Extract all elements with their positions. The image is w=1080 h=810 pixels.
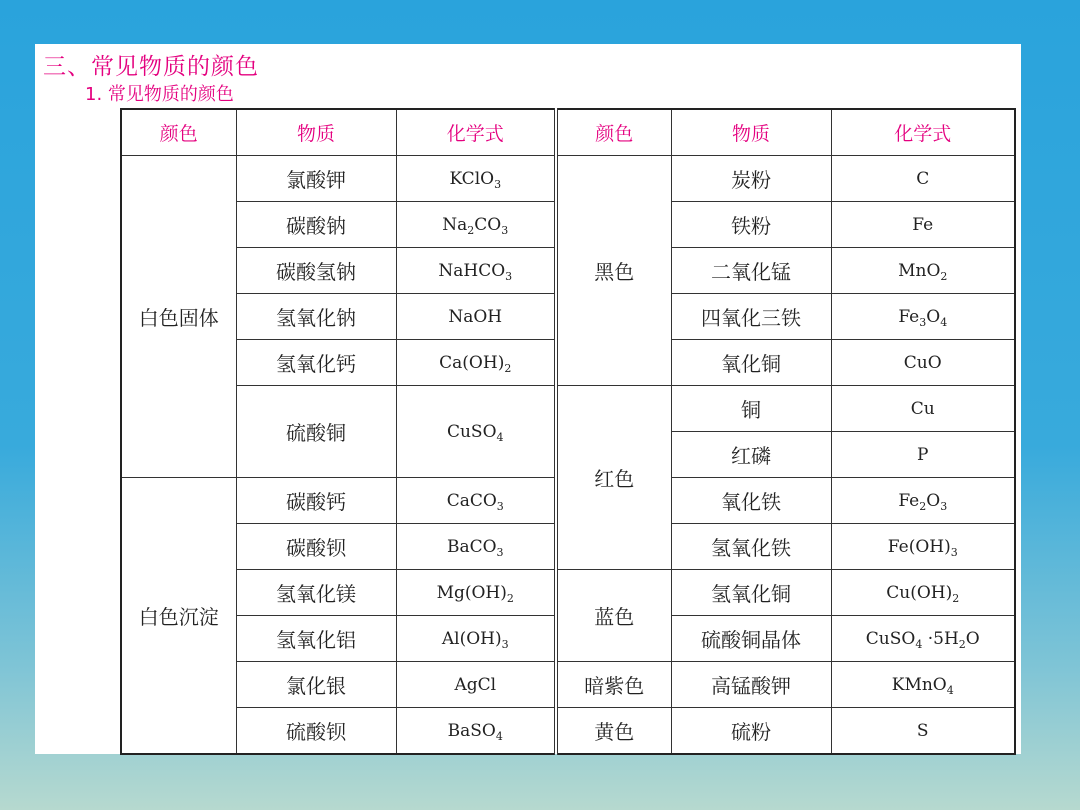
formula-cell: CuSO$_4$ $\cdot 5H_2O$ bbox=[831, 616, 1015, 662]
color-cell: 白色固体 bbox=[121, 156, 236, 478]
substance-cell: 氢氧化钠 bbox=[236, 294, 396, 340]
formula-cell: $Na_2CO_3$ bbox=[396, 202, 556, 248]
table-row bbox=[121, 708, 1015, 755]
formula-subscript: 4 bbox=[495, 729, 503, 743]
color-cell: 红色 bbox=[556, 386, 671, 570]
formula-cell: AgCl bbox=[396, 662, 556, 708]
formula-subscript: 2 bbox=[952, 591, 960, 605]
formula-subscript: 3 bbox=[501, 637, 509, 651]
substance-cell: 硫粉 bbox=[671, 708, 831, 755]
substance-cell: 碳酸氢钠 bbox=[236, 248, 396, 294]
formula-cell: $Al(OH)_3$ bbox=[396, 616, 556, 662]
formula-cell: $Fe_3O_4$ bbox=[831, 294, 1015, 340]
substance-cell: 红磷 bbox=[671, 432, 831, 478]
color-cell: 黄色 bbox=[556, 708, 671, 755]
substance-cell: 氢氧化钙 bbox=[236, 340, 396, 386]
formula-cell: KMnO$_4$ bbox=[831, 662, 1015, 708]
formula-subscript: 2 bbox=[467, 223, 475, 237]
substance-cell: 四氧化三铁 bbox=[671, 294, 831, 340]
substance-cell: 碳酸钙 bbox=[236, 478, 396, 524]
substance-cell: 氯化银 bbox=[236, 662, 396, 708]
formula-cell: CuSO$_4$ bbox=[396, 386, 556, 478]
formula-cell: BaSO$_4$ bbox=[396, 708, 556, 755]
formula-subscript: 2 bbox=[940, 269, 948, 283]
formula-cell: $Cu(OH)_2$ bbox=[831, 570, 1015, 616]
formula-cell: NaOH bbox=[396, 294, 556, 340]
formula-cell: S bbox=[831, 708, 1015, 755]
slide bbox=[35, 44, 1021, 754]
formula-subscript: 4 bbox=[946, 683, 954, 697]
formula-cell: $Mg(OH)_2$ bbox=[396, 570, 556, 616]
substance-cell: 氢氧化铁 bbox=[671, 524, 831, 570]
substance-cell: 氢氧化镁 bbox=[236, 570, 396, 616]
substance-cell: 炭粉 bbox=[671, 156, 831, 202]
substance-cell: 高锰酸钾 bbox=[671, 662, 831, 708]
formula-subscript: 3 bbox=[494, 177, 502, 191]
substance-cell: 硫酸铜晶体 bbox=[671, 616, 831, 662]
header-formula-right: 化学式 bbox=[831, 109, 1015, 156]
substance-cell: 硫酸钡 bbox=[236, 708, 396, 755]
color-cell: 黑色 bbox=[556, 156, 671, 386]
formula-cell: CaCO$_3$ bbox=[396, 478, 556, 524]
formula-subscript: 3 bbox=[919, 315, 927, 329]
substance-cell: 氧化铁 bbox=[671, 478, 831, 524]
substance-cell: 氯酸钾 bbox=[236, 156, 396, 202]
formula-cell: C bbox=[831, 156, 1015, 202]
substance-cell: 碳酸钡 bbox=[236, 524, 396, 570]
section-title: 三、常见物质的颜色 bbox=[43, 54, 259, 80]
formula-subscript: 4 bbox=[940, 315, 948, 329]
substance-cell: 碳酸钠 bbox=[236, 202, 396, 248]
formula-subscript: 3 bbox=[496, 545, 504, 559]
formula-cell: NaHCO$_3$ bbox=[396, 248, 556, 294]
formula-cell: $Fe_2O_3$ bbox=[831, 478, 1015, 524]
formula-cell: CuO bbox=[831, 340, 1015, 386]
substance-cell: 氢氧化铜 bbox=[671, 570, 831, 616]
substance-cell: 氧化铜 bbox=[671, 340, 831, 386]
formula-cell: $Fe(OH)_3$ bbox=[831, 524, 1015, 570]
formula-cell: Cu bbox=[831, 386, 1015, 432]
table-header-row bbox=[121, 109, 1015, 156]
color-cell: 暗紫色 bbox=[556, 662, 671, 708]
formula-subscript: 3 bbox=[501, 223, 509, 237]
color-cell: 蓝色 bbox=[556, 570, 671, 662]
formula-subscript: 4 bbox=[496, 430, 504, 444]
formula-subscript: 3 bbox=[505, 269, 513, 283]
substance-cell: 铜 bbox=[671, 386, 831, 432]
formula-subscript: 4 bbox=[915, 637, 923, 651]
header-substance-right: 物质 bbox=[671, 109, 831, 156]
substance-cell: 硫酸铜 bbox=[236, 386, 396, 478]
formula-subscript: 3 bbox=[940, 499, 948, 513]
header-color-left: 颜色 bbox=[121, 109, 236, 156]
formula-subscript: 2 bbox=[506, 591, 514, 605]
formula-subscript: 2 bbox=[504, 361, 512, 375]
formula-cell: P bbox=[831, 432, 1015, 478]
header-formula-left: 化学式 bbox=[396, 109, 556, 156]
subsection-title: 1. 常见物质的颜色 bbox=[85, 84, 234, 105]
formula-cell: BaCO$_3$ bbox=[396, 524, 556, 570]
formula-cell: $Ca(OH)_2$ bbox=[396, 340, 556, 386]
header-substance-left: 物质 bbox=[236, 109, 396, 156]
table-row bbox=[121, 662, 1015, 708]
formula-subscript: 3 bbox=[950, 545, 958, 559]
table-row bbox=[121, 156, 1015, 202]
formula-cell: MnO$_2$ bbox=[831, 248, 1015, 294]
formula-subscript: 2 bbox=[919, 499, 927, 513]
formula-cell: Fe bbox=[831, 202, 1015, 248]
header-color-right: 颜色 bbox=[556, 109, 671, 156]
table-row bbox=[121, 386, 1015, 432]
substance-cell: 二氧化锰 bbox=[671, 248, 831, 294]
substance-cell: 铁粉 bbox=[671, 202, 831, 248]
formula-subscript: 3 bbox=[496, 499, 504, 513]
substance-color-table bbox=[120, 108, 1016, 755]
color-cell: 白色沉淀 bbox=[121, 478, 236, 755]
formula-cell: KClO$_3$ bbox=[396, 156, 556, 202]
substance-cell: 氢氧化铝 bbox=[236, 616, 396, 662]
formula-subscript: 2 bbox=[958, 637, 966, 651]
table-row bbox=[121, 570, 1015, 616]
